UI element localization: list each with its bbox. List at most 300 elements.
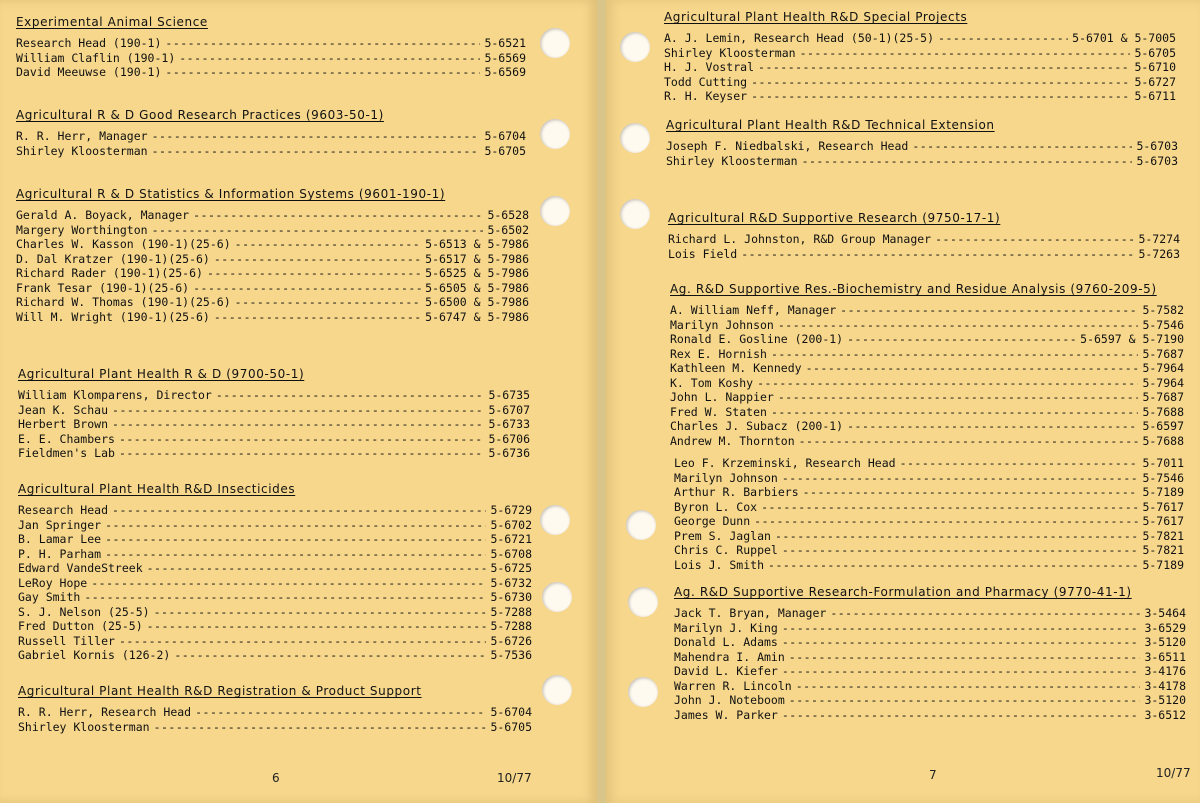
directory-entry (18, 417, 530, 432)
entry-phone: 3-5120 (1144, 635, 1186, 649)
entry-phone: 5-6597 & 5-7190 (1080, 332, 1184, 346)
entry-phone: 5-6735 (488, 388, 530, 402)
entry-name: H. J. Vostral (664, 60, 755, 74)
directory-entry (16, 208, 529, 223)
entry-name: E. E. Chambers (18, 431, 115, 446)
entry-name: Byron L. Cox (674, 499, 758, 514)
directory-entry (18, 619, 532, 634)
dot-leader (757, 376, 1138, 391)
entry-phone: 3-5464 (1144, 606, 1186, 620)
dot-leader (806, 361, 1139, 376)
entry-phone: 5-7687 (1142, 346, 1184, 361)
directory-entry (18, 705, 532, 720)
directory-entry (670, 390, 1184, 405)
entry-name: R. R. Herr, Research Head (18, 705, 192, 719)
section-title: Agricultural Plant Health R&D Insecticides (18, 482, 296, 496)
directory-section (664, 9, 1176, 104)
entry-phone: 5-6705 (490, 719, 532, 734)
binder-hole (626, 510, 656, 540)
entry-name: Charles W. Kasson (190-1)(25-6) (16, 237, 231, 251)
page-number: 6 (272, 771, 280, 785)
directory-entry (674, 621, 1186, 636)
dot-leader (778, 390, 1139, 405)
entry-phone: 3-6529 (1144, 620, 1186, 635)
entry-name: Richard L. Johnston, R&D Group Manager (668, 232, 932, 246)
entry-name: Fred Dutton (25-5) (18, 619, 143, 633)
entry-name: David L. Kiefer (674, 664, 778, 678)
page-date: 10/77 (1156, 766, 1191, 780)
entry-name: R. H. Keyser (664, 89, 748, 103)
dot-leader (754, 514, 1138, 529)
entry-name: Rex E. Hornish (670, 346, 767, 361)
dot-leader (119, 432, 485, 447)
directory-entry (18, 547, 532, 562)
section-title: Experimental Animal Science (16, 15, 208, 29)
dot-leader (847, 419, 1138, 434)
entry-phone: 5-6597 (1142, 419, 1184, 433)
directory-entry (16, 223, 529, 238)
dot-leader (195, 705, 486, 720)
binder-hole (542, 582, 572, 612)
entry-name: Arthur R. Barbiers (674, 485, 799, 499)
directory-section (666, 117, 1178, 168)
directory-entry (18, 446, 530, 461)
dot-leader (758, 60, 1130, 75)
entry-name: A. J. Lemin, Research Head (50-1)(25-5) (664, 31, 935, 45)
entry-phone: 5-7617 (1142, 514, 1184, 528)
entry-phone: 5-7964 (1142, 375, 1184, 390)
dot-leader (174, 648, 486, 663)
entry-name: John J. Noteboom (674, 693, 785, 707)
entry-name: Shirley Kloosterman (666, 153, 798, 168)
dot-leader (152, 144, 481, 159)
directory-entry (16, 144, 526, 159)
directory-entry (674, 606, 1186, 621)
directory-entry (670, 332, 1184, 347)
entry-phone: 5-6569 (484, 50, 526, 65)
entry-name: S. J. Nelson (25-5) (18, 604, 150, 619)
entry-phone: 3-4178 (1144, 678, 1186, 693)
directory-entry (670, 434, 1184, 449)
directory-entry (18, 518, 532, 533)
dot-leader (147, 561, 487, 576)
entry-phone: 5-7688 (1142, 433, 1184, 448)
directory-entry (674, 500, 1184, 515)
directory-entry (668, 232, 1180, 247)
entry-phone: 3-6511 (1144, 649, 1186, 664)
entry-name: D. Dal Kratzer (190-1)(25-6) (16, 251, 210, 266)
dot-leader (105, 532, 486, 547)
directory-entry (664, 31, 1176, 46)
page-date: 10/77 (497, 771, 532, 785)
entry-phone: 5-6747 & 5-7986 (425, 309, 529, 324)
entry-name: Jean K. Schau (18, 402, 109, 417)
directory-entry (18, 561, 532, 576)
entry-phone: 5-6732 (490, 575, 532, 590)
directory-entry (668, 247, 1180, 262)
entry-phone: 5-7821 (1142, 543, 1184, 557)
entry-phone: 5-7546 (1142, 470, 1184, 485)
entry-phone: 5-6729 (490, 503, 532, 517)
dot-leader (154, 720, 487, 735)
entry-phone: 5-6528 (487, 208, 529, 222)
directory-entry (670, 318, 1184, 333)
directory-entry (674, 708, 1186, 723)
entry-phone: 5-7617 (1142, 499, 1184, 514)
dot-leader (782, 471, 1139, 486)
entry-phone: 3-4176 (1144, 664, 1186, 678)
entry-phone: 5-6730 (490, 590, 532, 604)
dot-leader (165, 65, 480, 80)
dot-leader (235, 295, 422, 310)
directory-entry (16, 295, 529, 310)
entry-phone: 5-6725 (490, 561, 532, 575)
left-page (0, 0, 597, 803)
dot-leader (105, 518, 486, 533)
entry-name: Warren R. Lincoln (674, 678, 792, 693)
directory-entry (674, 693, 1186, 708)
section-title: Agricultural Plant Health R & D (9700-50-1) (18, 367, 305, 381)
entry-phone: 5-6706 (488, 431, 530, 446)
entry-name: Frank Tesar (190-1)(25-6) (16, 280, 190, 295)
dot-leader (147, 619, 487, 634)
entry-phone: 5-6569 (484, 65, 526, 79)
dot-leader (802, 154, 1133, 169)
entry-phone: 5-6502 (487, 222, 529, 237)
dot-leader (796, 679, 1141, 694)
entry-phone: 5-6705 (1134, 45, 1176, 60)
binder-hole (540, 28, 570, 58)
entry-phone: 5-6517 & 5-7986 (425, 251, 529, 266)
directory-section (670, 281, 1184, 448)
page-number: 7 (929, 768, 937, 782)
section-title: Agricultural Plant Health R&D Special Projects (664, 10, 968, 24)
dot-leader (84, 590, 486, 605)
dot-leader (768, 558, 1138, 573)
dot-leader (771, 405, 1139, 420)
entry-name: Will M. Wright (190-1)(25-6) (16, 309, 210, 324)
entry-phone: 5-7274 (1138, 232, 1180, 246)
entry-name: George Dunn (674, 514, 751, 528)
dot-leader (789, 650, 1141, 665)
entry-phone: 5-6703 (1136, 139, 1178, 153)
dot-leader (112, 503, 486, 518)
directory-entry (674, 650, 1186, 665)
section-title: Ag. R&D Supportive Res.-Biochemistry and Residue Analysis (9760-209-5) (670, 282, 1157, 296)
directory-section (674, 456, 1184, 572)
entry-phone: 5-6727 (1134, 74, 1176, 89)
dot-leader (751, 75, 1130, 90)
entry-phone: 5-6701 & 5-7005 (1072, 31, 1176, 45)
dot-leader (207, 266, 421, 281)
entry-phone: 5-7288 (490, 619, 532, 633)
entry-name: Herbert Brown (18, 417, 109, 431)
binder-hole (620, 199, 650, 229)
dot-leader (847, 332, 1076, 347)
dot-leader (782, 543, 1139, 558)
binder-hole (620, 32, 650, 62)
entry-name: Jack T. Bryan, Manager (674, 606, 827, 620)
directory-entry (666, 154, 1178, 169)
dot-leader (741, 247, 1134, 262)
entry-phone: 5-6521 (484, 36, 526, 50)
directory-section (16, 14, 526, 80)
dot-leader (789, 693, 1141, 708)
dot-leader (193, 281, 421, 296)
entry-phone: 5-7964 (1142, 361, 1184, 375)
directory-entry (18, 720, 532, 735)
directory-section (674, 584, 1186, 722)
entry-name: Donald L. Adams (674, 635, 778, 649)
right-page (606, 0, 1200, 803)
dot-leader (179, 51, 480, 66)
dot-leader (775, 529, 1139, 544)
dot-leader (152, 129, 481, 144)
binder-hole (540, 196, 570, 226)
directory-section (16, 186, 529, 324)
directory-entry (16, 36, 526, 51)
entry-phone: 5-6704 (484, 129, 526, 143)
entry-name: John L. Nappier (670, 390, 774, 404)
entry-name: Andrew M. Thornton (670, 433, 795, 448)
entry-name: Charles J. Subacz (200-1) (670, 419, 844, 433)
entry-name: Marilyn Johnson (670, 317, 774, 332)
directory-entry (18, 532, 532, 547)
dot-leader (235, 237, 422, 252)
entry-phone: 5-7288 (490, 604, 532, 619)
entry-name: Russell Tiller (18, 633, 115, 648)
dot-leader (778, 318, 1139, 333)
entry-phone: 5-6705 (484, 143, 526, 158)
entry-name: James W. Parker (674, 707, 778, 722)
directory-entry (664, 75, 1176, 90)
directory-entry (664, 89, 1176, 104)
entry-name: Shirley Kloosterman (664, 45, 796, 60)
entry-phone: 5-6703 (1136, 153, 1178, 168)
directory-entry (670, 405, 1184, 420)
entry-name: Lois J. Smith (674, 557, 765, 572)
directory-entry (674, 514, 1184, 529)
dot-leader (154, 605, 487, 620)
directory-entry (16, 252, 529, 267)
directory-entry (670, 419, 1184, 434)
directory-entry (670, 303, 1184, 318)
entry-phone: 5-7189 (1142, 485, 1184, 499)
entry-name: Fieldmen's Lab (18, 446, 115, 460)
entry-name: Mahendra I. Amin (674, 649, 785, 664)
entry-phone: 5-6708 (490, 546, 532, 561)
section-title: Agricultural R & D Statistics & Information Systems (9601-190-1) (16, 187, 446, 201)
directory-entry (16, 65, 526, 80)
entry-phone: 5-7546 (1142, 317, 1184, 332)
directory-entry (16, 281, 529, 296)
directory-entry (18, 590, 532, 605)
dot-leader (912, 139, 1132, 154)
entry-name: A. William Neff, Manager (670, 303, 837, 317)
dot-leader (91, 576, 486, 591)
dot-leader (782, 708, 1141, 723)
entry-phone: 3-5120 (1144, 693, 1186, 707)
entry-name: Kathleen M. Kennedy (670, 361, 802, 375)
directory-entry (674, 558, 1184, 573)
entry-name: Chris C. Ruppel (674, 543, 778, 557)
binder-hole (628, 677, 658, 707)
entry-name: B. Lamar Lee (18, 532, 102, 546)
directory-section (18, 481, 532, 663)
directory-section (18, 683, 532, 734)
directory-entry (16, 51, 526, 66)
dot-leader (216, 388, 485, 403)
directory-entry (674, 456, 1184, 471)
dot-leader (214, 310, 421, 325)
directory-entry (16, 237, 529, 252)
section-title: Agricultural Plant Health R&D Registration & Product Support (18, 684, 422, 698)
directory-entry (666, 139, 1178, 154)
directory-entry (670, 376, 1184, 391)
entry-name: Shirley Kloosterman (16, 143, 148, 158)
dot-leader (935, 232, 1134, 247)
entry-name: Research Head (18, 503, 109, 517)
directory-entry (674, 679, 1186, 694)
entry-name: Fred W. Staten (670, 404, 767, 419)
directory-entry (16, 310, 529, 325)
directory-entry (664, 46, 1176, 61)
entry-name: LeRoy Hope (18, 575, 88, 590)
entry-phone: 5-6726 (490, 633, 532, 648)
dot-leader (830, 606, 1140, 621)
entry-phone: 5-7688 (1142, 404, 1184, 419)
dot-leader (782, 621, 1141, 636)
dot-leader (800, 46, 1131, 61)
entry-name: Todd Cutting (664, 74, 748, 89)
dot-leader (761, 500, 1138, 515)
entry-name: Richard W. Thomas (190-1)(25-6) (16, 295, 231, 309)
directory-section (18, 366, 530, 461)
entry-phone: 5-6505 & 5-7986 (425, 280, 529, 295)
directory-section (16, 107, 526, 158)
entry-phone: 5-6702 (490, 517, 532, 532)
entry-name: P. H. Parham (18, 546, 102, 561)
dot-leader (119, 634, 487, 649)
entry-phone: 5-6704 (490, 705, 532, 719)
dot-leader (782, 635, 1141, 650)
entry-name: Margery Worthington (16, 222, 148, 237)
dot-leader (938, 31, 1068, 46)
entry-phone: 5-6721 (490, 532, 532, 546)
entry-name: Gerald A. Boyack, Manager (16, 208, 190, 222)
directory-entry (18, 605, 532, 620)
dot-leader (165, 36, 480, 51)
directory-entry (18, 634, 532, 649)
directory-entry (16, 266, 529, 281)
directory-entry (674, 543, 1184, 558)
directory-entry (670, 361, 1184, 376)
entry-phone: 5-7687 (1142, 390, 1184, 404)
directory-entry (18, 403, 530, 418)
binder-hole (540, 505, 570, 535)
section-title: Agricultural R&D Supportive Research (9750-17-1) (668, 211, 1001, 225)
entry-name: Gay Smith (18, 590, 81, 604)
dot-leader (782, 664, 1141, 679)
entry-name: Jan Springer (18, 517, 102, 532)
entry-phone: 5-7821 (1142, 528, 1184, 543)
entry-name: Lois Field (668, 246, 738, 261)
directory-section (668, 210, 1180, 261)
entry-phone: 5-6707 (488, 402, 530, 417)
entry-name: Ronald E. Gosline (200-1) (670, 332, 844, 346)
entry-phone: 5-7189 (1142, 557, 1184, 572)
directory-entry (18, 432, 530, 447)
entry-name: William Claflin (190-1) (16, 50, 176, 65)
entry-phone: 5-6525 & 5-7986 (425, 266, 529, 280)
entry-phone: 5-6711 (1134, 89, 1176, 103)
entry-name: R. R. Herr, Manager (16, 129, 148, 143)
entry-name: Prem S. Jaglan (674, 528, 771, 543)
dot-leader (799, 434, 1139, 449)
directory-entry (674, 635, 1186, 650)
entry-name: Gabriel Kornis (126-2) (18, 648, 171, 662)
directory-entry (18, 576, 532, 591)
dot-leader (771, 347, 1139, 362)
entry-phone: 5-6736 (488, 446, 530, 460)
binder-hole (628, 587, 658, 617)
entry-phone: 5-6513 & 5-7986 (425, 237, 529, 251)
dot-leader (193, 208, 483, 223)
section-title: Ag. R&D Supportive Research-Formulation and Pharmacy (9770-41-1) (674, 585, 1132, 599)
entry-name: David Meeuwse (190-1) (16, 65, 162, 79)
entry-phone: 5-6733 (488, 417, 530, 431)
entry-name: Joseph F. Niedbalski, Research Head (666, 139, 909, 153)
binder-hole (542, 675, 572, 705)
entry-name: Marilyn Johnson (674, 470, 778, 485)
entry-name: K. Tom Koshy (670, 375, 754, 390)
dot-leader (152, 223, 484, 238)
directory-entry (18, 648, 532, 663)
directory-entry (674, 485, 1184, 500)
dot-leader (803, 485, 1139, 500)
entry-name: Shirley Kloosterman (18, 719, 150, 734)
directory-entry (670, 347, 1184, 362)
directory-entry (16, 129, 526, 144)
directory-entry (674, 471, 1184, 486)
directory-entry (18, 388, 530, 403)
directory-entry (674, 664, 1186, 679)
entry-name: Leo F. Krzeminski, Research Head (674, 456, 896, 470)
entry-name: Richard Rader (190-1)(25-6) (16, 266, 203, 280)
entry-name: Research Head (190-1) (16, 36, 162, 50)
entry-phone: 5-7582 (1142, 303, 1184, 317)
entry-name: William Klomparens, Director (18, 388, 212, 402)
dot-leader (119, 446, 485, 461)
dot-leader (751, 89, 1130, 104)
directory-entry (18, 503, 532, 518)
entry-name: Edward VandeStreek (18, 561, 143, 575)
entry-phone: 5-7263 (1138, 246, 1180, 261)
entry-phone: 5-7536 (490, 648, 532, 662)
section-title: Agricultural R & D Good Research Practices (9603-50-1) (16, 108, 384, 122)
entry-phone: 5-6710 (1134, 60, 1176, 74)
dot-leader (105, 547, 486, 562)
entry-phone: 5-7011 (1142, 456, 1184, 470)
dot-leader (112, 403, 484, 418)
entry-name: Marilyn J. King (674, 620, 778, 635)
dot-leader (214, 252, 421, 267)
entry-phone: 5-6500 & 5-7986 (425, 295, 529, 309)
entry-phone: 3-6512 (1144, 707, 1186, 722)
binder-hole (540, 119, 570, 149)
directory-entry (664, 60, 1176, 75)
section-title: Agricultural Plant Health R&D Technical Extension (666, 118, 995, 132)
